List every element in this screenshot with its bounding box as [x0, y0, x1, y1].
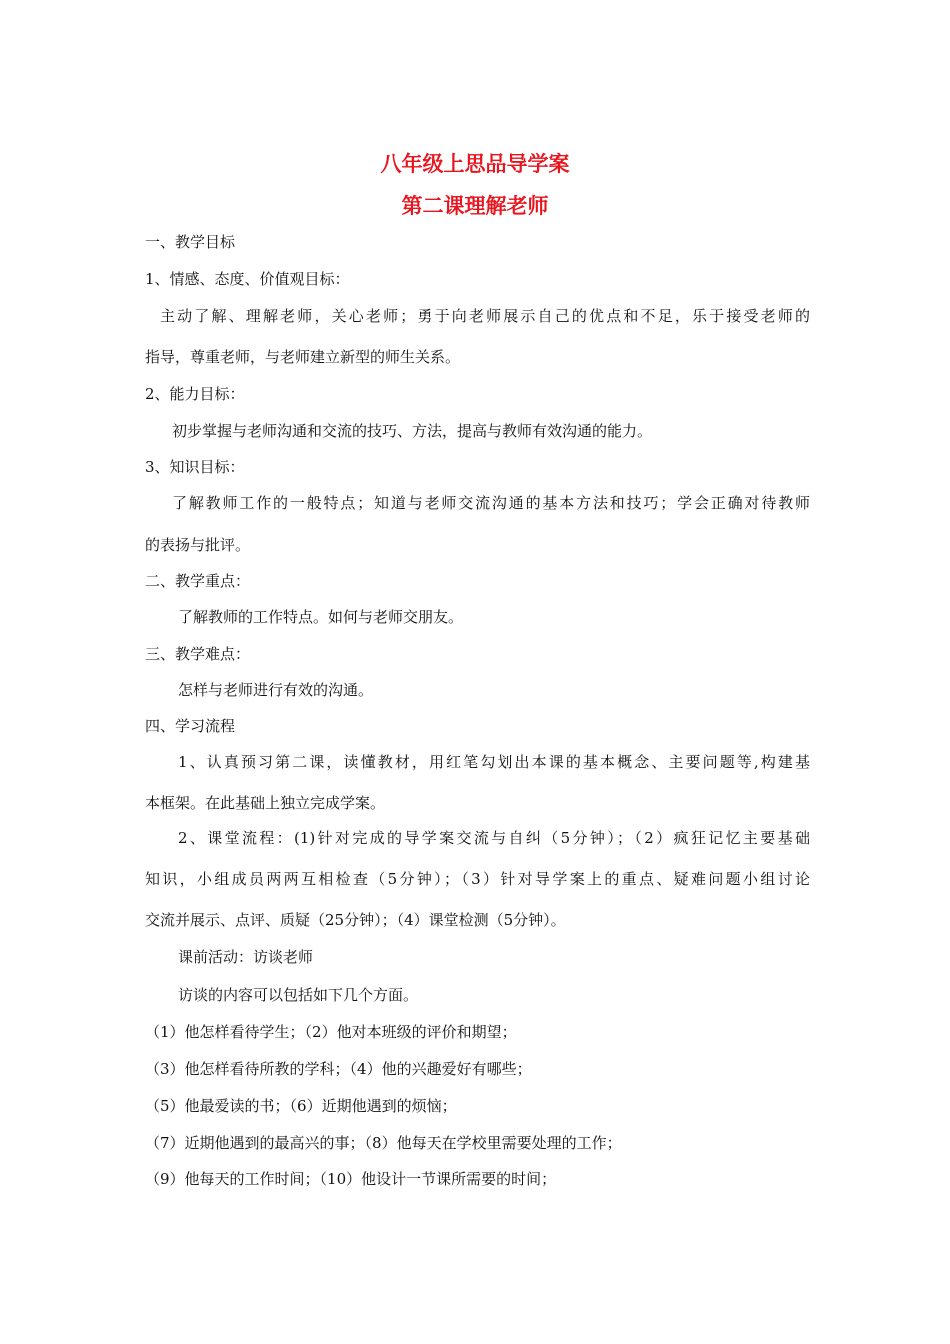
paragraph-line: 2、课堂流程：(1)针对完成的导学案交流与自纠（5分钟）；（2）疯狂记忆主要基础 [178, 829, 810, 847]
paragraph-line: 知识，小组成员两两互相检查（5分钟）；（3）针对导学案上的重点、疑难问题小组讨论 [145, 870, 810, 888]
section-heading-objectives: 一、教学目标 [145, 233, 236, 251]
list-item: （5）他最爱读的书；（6）近期他遇到的烦恼； [145, 1097, 457, 1115]
section-heading-learning-process: 四、学习流程 [145, 717, 236, 735]
paragraph-line: 1、认真预习第二课，读懂教材，用红笔勾划出本课的基本概念、主要问题等,构建基 [178, 753, 810, 771]
objective-1-heading: 1、情感、态度、价值观目标： [145, 270, 350, 288]
activity-heading: 课前活动：访谈老师 [178, 948, 314, 966]
paragraph-line: 了解教师的工作特点。如何与老师交朋友。 [178, 608, 464, 626]
section-heading-difficulties: 三、教学难点： [145, 645, 251, 663]
objective-3-heading: 3、知识目标： [145, 458, 245, 476]
paragraph-line: 访谈的内容可以包括如下几个方面。 [178, 986, 419, 1004]
section-heading-key-points: 二、教学重点： [145, 572, 251, 590]
document-title: 八年级上思品导学案 [380, 152, 570, 176]
document-subtitle: 第二课理解老师 [401, 194, 549, 218]
objective-2-heading: 2、能力目标： [145, 385, 245, 403]
paragraph-line: 初步掌握与老师沟通和交流的技巧、方法，提高与教师有效沟通的能力。 [172, 422, 653, 440]
list-item: （3）他怎样看待所教的学科；（4）他的兴趣爱好有哪些； [145, 1060, 532, 1078]
list-item: （1）他怎样看待学生；（2）他对本班级的评价和期望； [145, 1023, 517, 1041]
paragraph-line: 指导，尊重老师，与老师建立新型的师生关系。 [145, 348, 461, 366]
list-item: （9）他每天的工作时间；（10）他设计一节课所需要的时间； [145, 1170, 557, 1188]
paragraph-line: 了解教师工作的一般特点；知道与老师交流沟通的基本方法和技巧；学会正确对待教师 [172, 494, 810, 512]
paragraph-line: 的表扬与批评。 [145, 536, 251, 554]
paragraph-line: 主动了解、理解老师，关心老师；勇于向老师展示自己的优点和不足，乐于接受老师的 [160, 307, 810, 325]
list-item: （7）近期他遇到的最高兴的事；（8）他每天在学校里需要处理的工作； [145, 1134, 622, 1152]
paragraph-line: 本框架。在此基础上独立完成学案。 [145, 794, 386, 812]
paragraph-line: 怎样与老师进行有效的沟通。 [178, 681, 374, 699]
paragraph-line: 交流并展示、点评、质疑（25分钟）；（4）课堂检测（5分钟）。 [145, 911, 566, 929]
